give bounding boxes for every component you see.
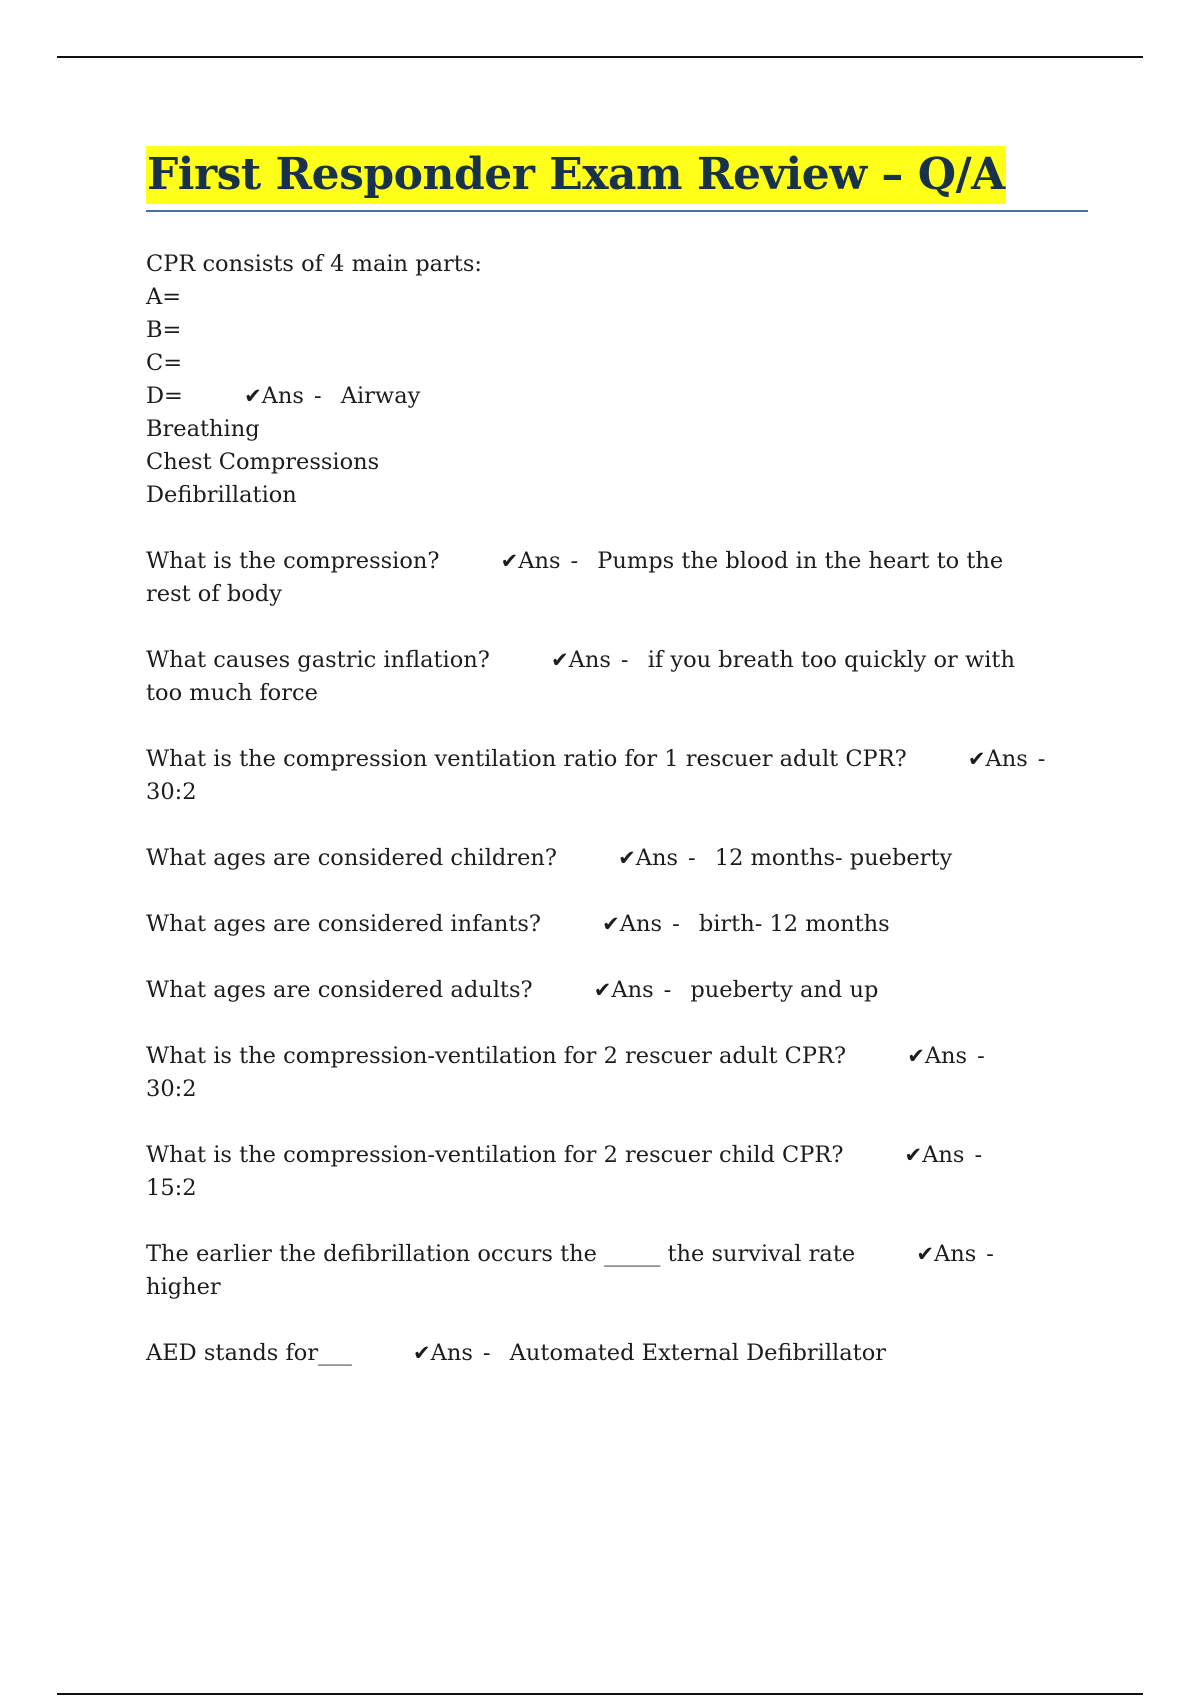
answer-separator: -: [974, 1142, 983, 1168]
qa-line: [146, 1139, 1088, 1172]
question-text: What is the compression-ventilation for 2 rescuer adult CPR?: [146, 1043, 847, 1069]
question-line: A=: [146, 284, 182, 310]
answer-label: Ans: [635, 845, 678, 871]
top-rule: [57, 56, 1143, 58]
checkmark-icon: ✔: [916, 1242, 934, 1266]
answer-text: 30:2: [146, 779, 197, 805]
question-text: What is the compression?: [146, 548, 440, 574]
answer-separator: -: [313, 383, 322, 409]
answer-label: Ans: [430, 1340, 473, 1366]
qa-item: [146, 1040, 1088, 1106]
answer-text: rest of body: [146, 581, 282, 607]
answer-text: pueberty and up: [690, 977, 879, 1003]
answer-label: Ans: [611, 977, 654, 1003]
qa-item: [146, 743, 1088, 809]
answer-text: 30:2: [146, 1076, 197, 1102]
answer-marker: [905, 1142, 995, 1168]
qa-item: [146, 545, 1088, 611]
checkmark-icon: ✔: [551, 648, 569, 672]
question-text: What causes gastric inflation?: [146, 647, 490, 673]
qa-item: [146, 1139, 1088, 1205]
qa-item: [146, 842, 1088, 875]
answer-separator: -: [663, 977, 672, 1003]
answer-label: Ans: [985, 746, 1028, 772]
answer-separator: -: [1037, 746, 1046, 772]
answer-text: birth- 12 months: [698, 911, 890, 937]
answer-marker: [501, 548, 598, 574]
qa-item: [146, 908, 1088, 941]
question-line: D=: [146, 383, 183, 409]
qa-item: [146, 1238, 1088, 1304]
checkmark-icon: ✔: [413, 1341, 431, 1365]
question-line: B=: [146, 317, 182, 343]
document-body: [146, 146, 1088, 1403]
answer-text: Chest Compressions: [146, 449, 380, 475]
qa-item-cpr: [146, 248, 1088, 512]
question-text: What ages are considered children?: [146, 845, 557, 871]
checkmark-icon: ✔: [602, 912, 620, 936]
qa-line: [146, 644, 1088, 677]
question-text: What ages are considered infants?: [146, 911, 541, 937]
answer-text: Breathing: [146, 416, 260, 442]
question-text: AED stands for___: [146, 1340, 352, 1366]
question-line: C=: [146, 350, 183, 376]
checkmark-icon: ✔: [904, 1143, 923, 1167]
answer-separator: -: [570, 548, 579, 574]
question-text: What is the compression ventilation ratio for 1 rescuer adult CPR?: [146, 746, 907, 772]
qa-line: [146, 545, 1088, 578]
question-text: What ages are considered adults?: [146, 977, 533, 1003]
answer-text: Defibrillation: [146, 482, 297, 508]
answer-text: Automated External Defibrillator: [509, 1340, 887, 1366]
qa-line: [146, 1238, 1088, 1271]
answer-marker: [907, 1043, 997, 1069]
qa-line: [146, 842, 1088, 875]
qa-line: [146, 743, 1088, 776]
checkmark-icon: ✔: [244, 384, 262, 408]
answer-label: Ans: [568, 647, 611, 673]
answer-label: Ans: [924, 1043, 968, 1069]
checkmark-icon: ✔: [967, 747, 986, 771]
answer-text: higher: [146, 1274, 221, 1300]
checkmark-icon: ✔: [907, 1044, 925, 1068]
checkmark-icon: ✔: [500, 549, 519, 573]
answer-text: Airway: [340, 383, 421, 409]
answer-separator: -: [688, 845, 696, 871]
answer-marker: [551, 647, 648, 673]
answer-marker: [413, 1340, 510, 1366]
answer-marker: [618, 845, 715, 871]
checkmark-icon: ✔: [618, 846, 636, 870]
page-title: First Responder Exam Review – Q/A: [146, 146, 1006, 204]
question-line: CPR consists of 4 main parts:: [146, 251, 482, 277]
qa-item: [146, 974, 1088, 1007]
answer-label: Ans: [922, 1142, 965, 1168]
qa-line: [146, 974, 1088, 1007]
qa-item: [146, 1337, 1088, 1370]
qa-item: [146, 644, 1088, 710]
answer-marker: [594, 977, 691, 1003]
answer-marker: [602, 911, 699, 937]
answer-text: 15:2: [146, 1175, 197, 1201]
answer-label: Ans: [261, 383, 304, 409]
question-text: What is the compression-ventilation for 2 rescuer child CPR?: [146, 1142, 844, 1168]
answer-text: 12 months- pueberty: [714, 845, 953, 871]
answer-marker: [916, 1241, 1006, 1267]
question-answer-line: [146, 380, 1088, 413]
answer-separator: -: [672, 911, 680, 937]
answer-text: if you breath too quickly or with: [647, 647, 1015, 673]
answer-marker: [244, 383, 341, 409]
answer-label: Ans: [619, 911, 663, 937]
bottom-rule: [57, 1693, 1143, 1695]
answer-text: too much force: [146, 680, 318, 706]
checkmark-icon: ✔: [593, 978, 612, 1002]
answer-text: Pumps the blood in the heart to the: [597, 548, 1004, 574]
title-block: [146, 146, 1088, 212]
qa-line: [146, 1337, 1088, 1370]
answer-marker: [968, 746, 1058, 772]
answer-separator: -: [977, 1043, 985, 1069]
question-text: The earlier the defibrillation occurs the _____ the survival rate: [146, 1241, 856, 1267]
answer-label: Ans: [518, 548, 561, 574]
answer-separator: -: [620, 647, 629, 673]
qa-line: [146, 1040, 1088, 1073]
answer-separator: -: [986, 1241, 994, 1267]
qa-line: [146, 908, 1088, 941]
answer-label: Ans: [933, 1241, 977, 1267]
answer-separator: -: [482, 1340, 491, 1366]
